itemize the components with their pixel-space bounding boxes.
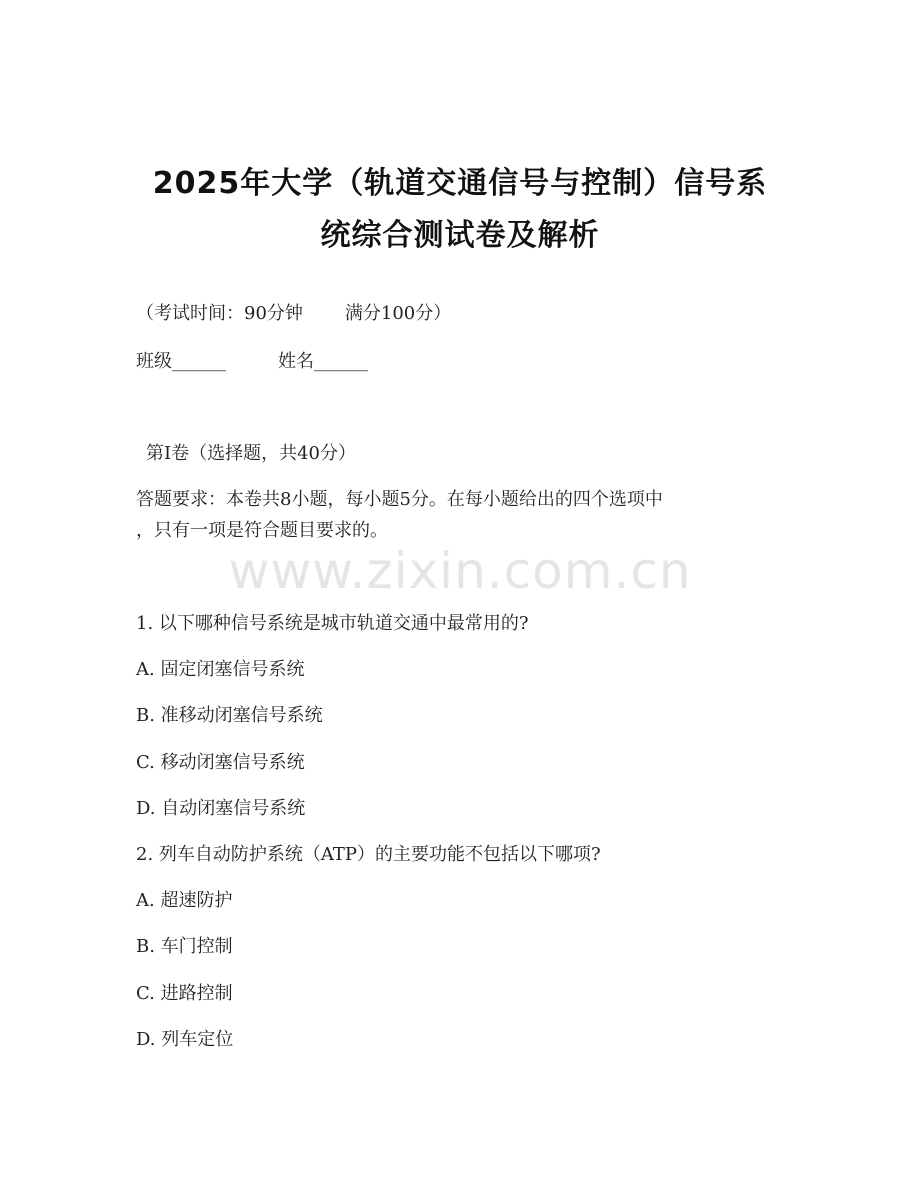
exam-total-score: 满分100分） [344,303,452,324]
document-title-line-1: 2025年大学（轨道交通信号与控制）信号系 [152,166,768,201]
class-field: 班级______ [136,351,226,372]
question-1-option-b: B. 准移动闭塞信号系统 [136,705,323,726]
student-fields [136,350,368,374]
question-1-option-d: D. 自动闭塞信号系统 [136,798,306,819]
watermark: www.zixin.com.cn [228,542,692,600]
exam-meta [136,302,451,326]
name-field: 姓名______ [278,351,368,372]
question-2-option-d: D. 列车定位 [136,1029,234,1050]
question-2-stem: 2. 列车自动防护系统（ATP）的主要功能不包括以下哪项? [136,844,601,865]
question-1-stem: 1. 以下哪种信号系统是城市轨道交通中最常用的? [136,613,529,634]
question-2-option-c: C. 进路控制 [136,983,233,1004]
section-heading: 第Ⅰ卷（选择题，共40分） [146,443,357,464]
question-1-option-c: C. 移动闭塞信号系统 [136,752,305,773]
question-1-option-a: A. 固定闭塞信号系统 [136,659,305,680]
answer-requirement-line-2: ，只有一项是符合题目要求的。 [136,520,388,541]
question-2-option-a: A. 超速防护 [136,890,233,911]
exam-time: （考试时间：90分钟 [136,303,303,324]
answer-requirement-line-1: 答题要求：本卷共8小题，每小题5分。在每小题给出的四个选项中 [136,489,663,510]
question-2-option-b: B. 车门控制 [136,936,233,957]
document-title-line-2: 统综合测试卷及解析 [320,218,600,253]
